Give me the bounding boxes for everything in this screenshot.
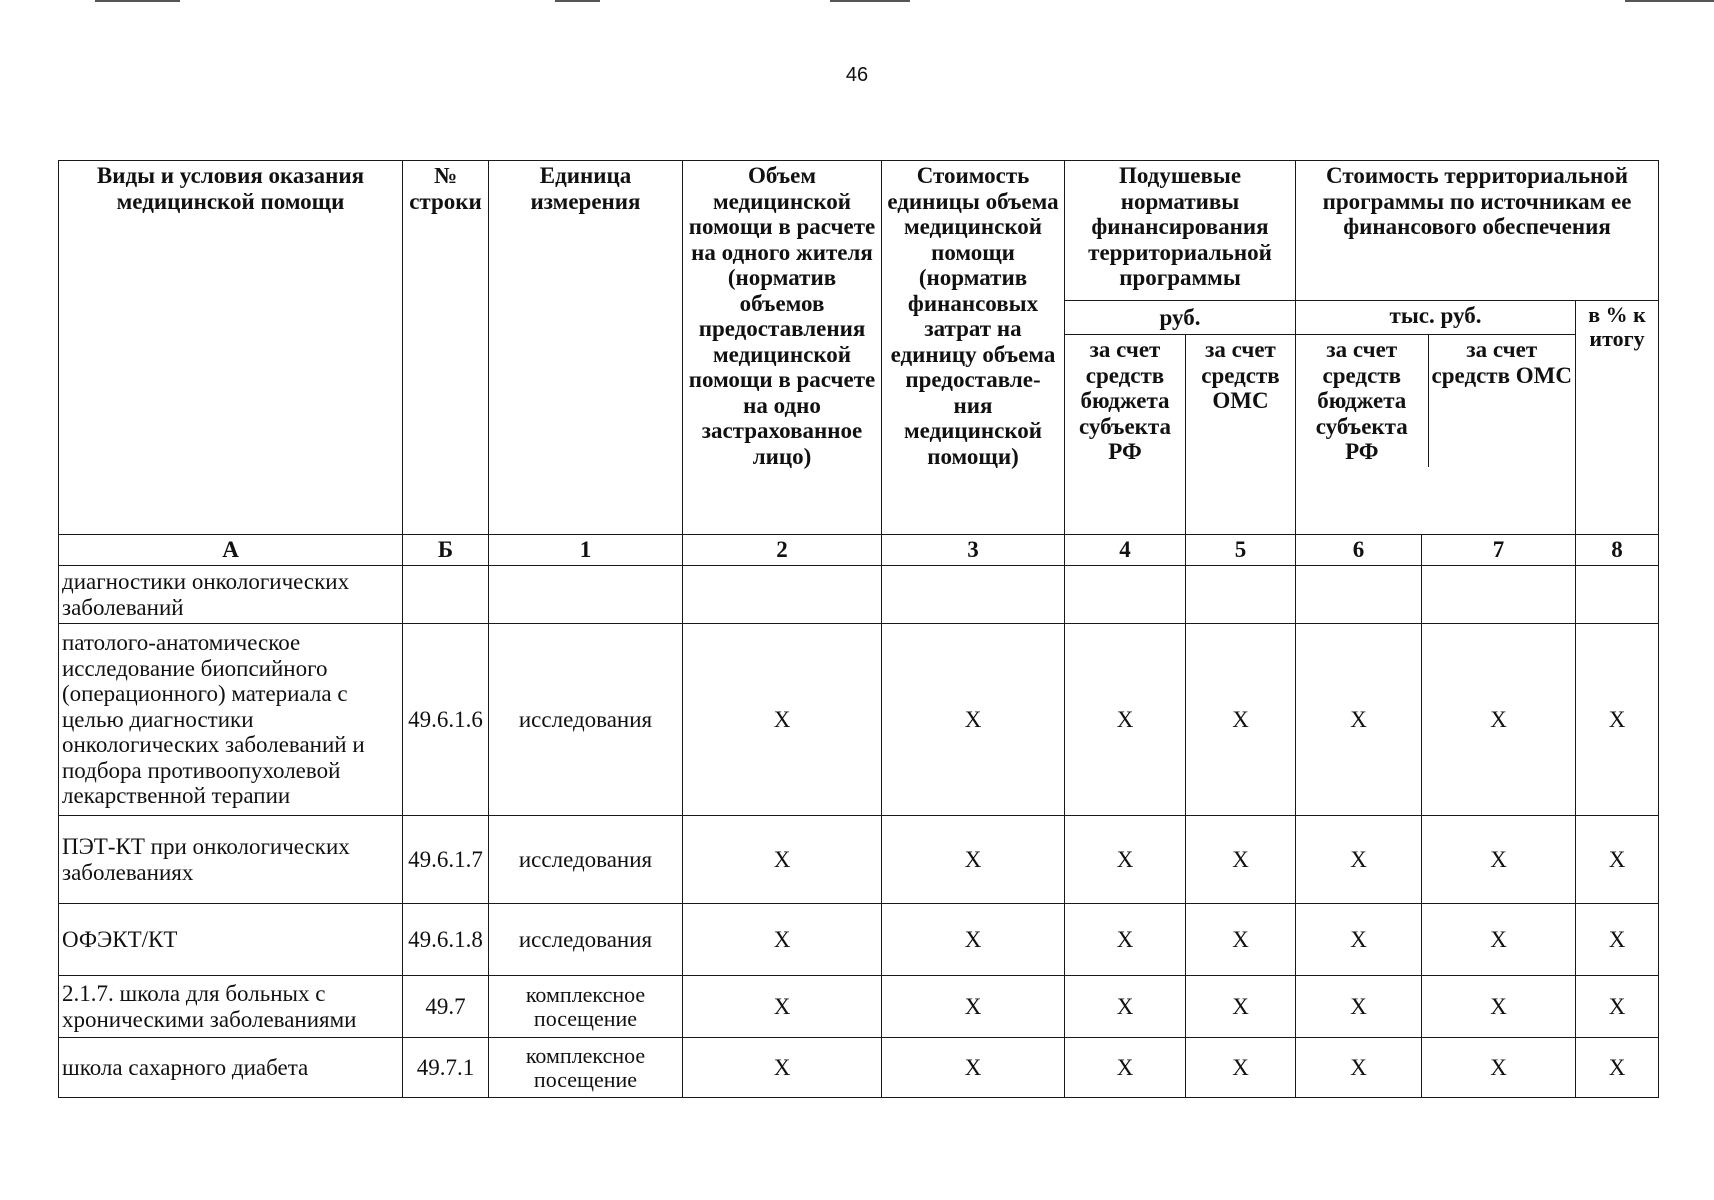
row-value: X bbox=[1422, 1038, 1576, 1098]
row-name: ПЭТ-КТ при онкологических заболеваниях bbox=[59, 816, 403, 904]
header-oms: за счет средств ОМС bbox=[1186, 335, 1296, 535]
column-number: 3 bbox=[882, 535, 1065, 566]
table-row bbox=[59, 816, 1659, 904]
row-unit bbox=[489, 566, 683, 624]
row-value: X bbox=[1065, 1038, 1186, 1098]
row-value bbox=[1422, 566, 1576, 624]
table-row bbox=[59, 624, 1659, 816]
table-row bbox=[59, 904, 1659, 976]
column-number: 4 bbox=[1065, 535, 1186, 566]
row-value: X bbox=[1065, 976, 1186, 1038]
row-value: X bbox=[1296, 816, 1422, 904]
row-value bbox=[1186, 566, 1296, 624]
row-value bbox=[1576, 566, 1659, 624]
row-unit: комплексное посещение bbox=[489, 1038, 683, 1098]
header-program-cost: Стоимость территориальной программы по источникам ее финансового обеспечения bbox=[1296, 161, 1659, 301]
row-name: школа сахарного диабета bbox=[59, 1038, 403, 1098]
row-value: X bbox=[1186, 904, 1296, 976]
top-rule bbox=[1625, 0, 1714, 2]
table-row bbox=[59, 976, 1659, 1038]
row-value: X bbox=[1576, 624, 1659, 816]
row-unit: исследования bbox=[489, 904, 683, 976]
header-rub: руб. bbox=[1065, 301, 1296, 335]
row-value bbox=[683, 566, 882, 624]
row-value: X bbox=[1296, 976, 1422, 1038]
table-row bbox=[59, 566, 1659, 624]
row-value: X bbox=[683, 1038, 882, 1098]
row-value: X bbox=[1065, 816, 1186, 904]
row-number: 49.6.1.6 bbox=[403, 624, 489, 816]
header-percent-total: в % к итогу bbox=[1576, 301, 1659, 535]
page-number: 46 bbox=[845, 64, 869, 86]
top-rule bbox=[95, 0, 180, 2]
header-budget-rf: за счет средств бюджета субъекта РФ bbox=[1065, 335, 1186, 535]
row-value bbox=[1065, 566, 1186, 624]
row-unit: исследования bbox=[489, 624, 683, 816]
row-value: X bbox=[882, 904, 1065, 976]
row-name: патолого-анатомическое исследование биопсийного (операционного) материала с целью диагностики онкологических заболеваний и подбора противоопухолевой лекарственной терапии bbox=[59, 624, 403, 816]
financing-table bbox=[58, 160, 1659, 1098]
row-value: X bbox=[1422, 976, 1576, 1038]
header-unit: Единица измерения bbox=[489, 161, 683, 535]
row-value: X bbox=[1065, 904, 1186, 976]
row-value: X bbox=[1186, 976, 1296, 1038]
table-row bbox=[59, 1038, 1659, 1098]
row-value: X bbox=[1422, 904, 1576, 976]
row-value: X bbox=[1186, 1038, 1296, 1098]
column-number-row bbox=[59, 535, 1659, 566]
row-value: X bbox=[1296, 624, 1422, 816]
header-row-number: № строки bbox=[403, 161, 489, 535]
row-name: ОФЭКТ/КТ bbox=[59, 904, 403, 976]
row-value: X bbox=[1576, 1038, 1659, 1098]
column-number: А bbox=[59, 535, 403, 566]
row-value: X bbox=[882, 624, 1065, 816]
row-unit: исследования bbox=[489, 816, 683, 904]
header-thousand-rub: тыс. руб. bbox=[1296, 301, 1576, 335]
top-rule bbox=[830, 0, 910, 2]
column-number: 2 bbox=[683, 535, 882, 566]
header-budget-rf-2: за счет средств бюджета субъекта РФ bbox=[1296, 335, 1428, 467]
row-value: X bbox=[1576, 976, 1659, 1038]
row-value: X bbox=[1422, 624, 1576, 816]
header-volume: Объем медицинской помощи в расчете на одного жителя (норматив объемов предоставления медицинской помощи в расчете на одно застрахованное лицо) bbox=[683, 161, 882, 535]
column-number: Б bbox=[403, 535, 489, 566]
header-cost: Стоимость единицы объема медицинской помощи (норматив финансовых затрат на единицу объема предоставле- ния медицинской помощи) bbox=[882, 161, 1065, 535]
row-name: 2.1.7. школа для больных с хроническими заболеваниями bbox=[59, 976, 403, 1038]
row-value: X bbox=[683, 624, 882, 816]
row-value: X bbox=[1186, 624, 1296, 816]
row-number: 49.7.1 bbox=[403, 1038, 489, 1098]
row-unit: комплексное посещение bbox=[489, 976, 683, 1038]
row-value: X bbox=[683, 816, 882, 904]
row-value: X bbox=[882, 976, 1065, 1038]
row-value: X bbox=[683, 904, 882, 976]
row-value: X bbox=[882, 1038, 1065, 1098]
row-value: X bbox=[1296, 1038, 1422, 1098]
header-oms-2: за счет средств ОМС bbox=[1431, 337, 1572, 388]
header-kind: Виды и условия оказания медицинской помощи bbox=[59, 161, 403, 535]
column-number: 5 bbox=[1186, 535, 1296, 566]
row-number bbox=[403, 566, 489, 624]
row-value: X bbox=[882, 816, 1065, 904]
row-value: X bbox=[1186, 816, 1296, 904]
header-thousand-subcells bbox=[1296, 335, 1576, 535]
column-number: 7 bbox=[1422, 535, 1576, 566]
row-value: X bbox=[1576, 816, 1659, 904]
row-value: X bbox=[1576, 904, 1659, 976]
row-number: 49.7 bbox=[403, 976, 489, 1038]
row-value: X bbox=[683, 976, 882, 1038]
row-number: 49.6.1.8 bbox=[403, 904, 489, 976]
row-value: X bbox=[1296, 904, 1422, 976]
row-value: X bbox=[1065, 624, 1186, 816]
header-percapita-norms: Подушевые нормативы финансирования территориальной программы bbox=[1065, 161, 1296, 301]
top-rule bbox=[555, 0, 600, 2]
column-number: 1 bbox=[489, 535, 683, 566]
row-value: X bbox=[1422, 816, 1576, 904]
column-number: 6 bbox=[1296, 535, 1422, 566]
row-name: диагностики онкологических заболеваний bbox=[59, 566, 403, 624]
row-value bbox=[882, 566, 1065, 624]
column-number: 8 bbox=[1576, 535, 1659, 566]
row-number: 49.6.1.7 bbox=[403, 816, 489, 904]
thousand-rub-subtable bbox=[1296, 335, 1575, 467]
row-value bbox=[1296, 566, 1422, 624]
